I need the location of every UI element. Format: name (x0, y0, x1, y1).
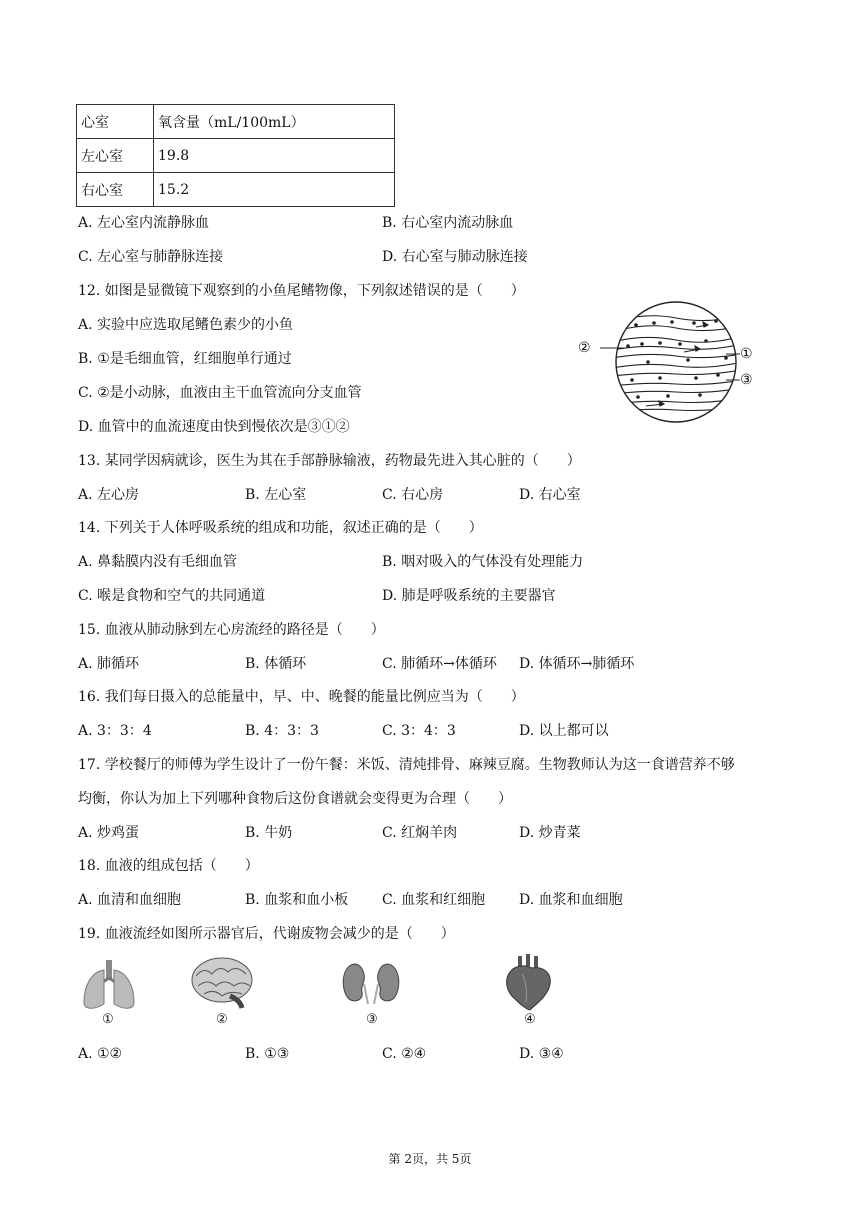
q19-option-c: C. ②④ (382, 1046, 427, 1062)
table-header-row (77, 105, 395, 139)
q14-option-b: B. 咽对吸入的气体没有处理能力 (382, 554, 584, 570)
q15-option-d: D. 体循环→肺循环 (519, 656, 635, 672)
q13-option-b: B. 左心室 (245, 487, 307, 503)
q14-option-a: A. 鼻黏膜内没有毛细血管 (78, 554, 238, 570)
q12-stem: 12. 如图是显微镜下观察到的小鱼尾鳍物像，下列叙述错误的是（ ） (78, 283, 525, 299)
q13-option-c: C. 右心房 (382, 487, 444, 503)
table-row (77, 139, 395, 173)
heart-icon (502, 952, 556, 1012)
q18-option-d: D. 血浆和血细胞 (519, 892, 623, 908)
q19-option-b: B. ①③ (245, 1046, 290, 1062)
q12-option-d: D. 血管中的血流速度由快到慢依次是③①② (78, 419, 350, 435)
q18-option-b: B. 血浆和血小板 (245, 892, 349, 908)
q17-option-d: D. 炒青菜 (519, 825, 581, 841)
brain-icon (190, 956, 256, 1012)
q19-option-a: A. ①② (78, 1046, 123, 1062)
q17-option-b: B. 牛奶 (245, 825, 293, 841)
q18-option-c: C. 血浆和红细胞 (382, 892, 486, 908)
q14-option-c: C. 喉是食物和空气的共同通道 (78, 588, 266, 604)
q16-stem: 16. 我们每日摄入的总能量中，早、中、晚餐的能量比例应当为（ ） (78, 689, 525, 705)
q17-stem-line1: 17. 学校餐厅的师傅为学生设计了一份午餐：米饭、清炖排骨、麻辣豆腐。生物教师认为这一食谱营养不够 (78, 757, 735, 773)
fish-tail-fin-figure (576, 300, 766, 430)
table-header-cell: 氧含量（mL/100mL） (154, 105, 395, 139)
q17-stem-line2: 均衡，你认为加上下列哪种食物后这份食谱就会变得更为合理（ ） (78, 791, 512, 807)
q11-option-d: D. 右心室与肺动脉连接 (382, 249, 528, 265)
q15-option-a: A. 肺循环 (78, 656, 140, 672)
q17-option-a: A. 炒鸡蛋 (78, 825, 140, 841)
table-cell: 左心室 (77, 139, 154, 173)
q14-option-d: D. 肺是呼吸系统的主要器官 (382, 588, 556, 604)
q15-option-b: B. 体循环 (245, 656, 307, 672)
q17-option-c: C. 红焖羊肉 (382, 825, 458, 841)
q13-option-a: A. 左心房 (78, 487, 140, 503)
table-row (77, 173, 395, 207)
q14-stem: 14. 下列关于人体呼吸系统的组成和功能，叙述正确的是（ ） (78, 520, 483, 536)
q12-option-a: A. 实验中应选取尾鳍色素少的小鱼 (78, 317, 294, 333)
q13-stem: 13. 某同学因病就诊，医生为其在手部静脉输液，药物最先进入其心脏的（ ） (78, 453, 581, 469)
q15-stem: 15. 血液从肺动脉到左心房流经的路径是（ ） (78, 622, 385, 638)
organ-label-3: ③ (366, 1012, 378, 1027)
oxygen-content-table (76, 104, 395, 207)
organ-label-2: ② (216, 1012, 228, 1027)
q19-option-d: D. ③④ (519, 1046, 564, 1062)
kidneys-icon (340, 958, 402, 1010)
q11-option-c: C. 左心室与肺静脉连接 (78, 249, 224, 265)
q16-option-a: A. 3：3：4 (78, 723, 152, 739)
page-footer: 第 2页，共 5页 (388, 1152, 472, 1166)
q16-option-d: D. 以上都可以 (519, 723, 609, 739)
q16-option-b: B. 4：3：3 (245, 723, 319, 739)
q13-option-d: D. 右心室 (519, 487, 581, 503)
table-cell: 19.8 (154, 139, 395, 173)
q11-option-b: B. 右心室内流动脉血 (382, 215, 514, 231)
lungs-icon (80, 958, 138, 1012)
q11-option-a: A. 左心室内流静脉血 (78, 215, 210, 231)
table-header-cell: 心室 (77, 105, 154, 139)
figure-label-2: ② (578, 340, 591, 356)
q16-option-c: C. 3：4：3 (382, 723, 456, 739)
table-cell: 右心室 (77, 173, 154, 207)
q18-option-a: A. 血清和血细胞 (78, 892, 182, 908)
q12-option-b: B. ①是毛细血管，红细胞单行通过 (78, 351, 292, 367)
organ-label-4: ④ (524, 1012, 536, 1027)
organ-label-1: ① (102, 1012, 114, 1027)
table-cell: 15.2 (154, 173, 395, 207)
q12-option-c: C. ②是小动脉，血液由主干血管流向分支血管 (78, 385, 362, 401)
figure-label-1: ① (740, 346, 753, 362)
q19-stem: 19. 血液流经如图所示器官后，代谢废物会减少的是（ ） (78, 926, 455, 942)
q18-stem: 18. 血液的组成包括（ ） (78, 858, 259, 874)
figure-label-3: ③ (740, 372, 753, 388)
q15-option-c: C. 肺循环→体循环 (382, 656, 497, 672)
